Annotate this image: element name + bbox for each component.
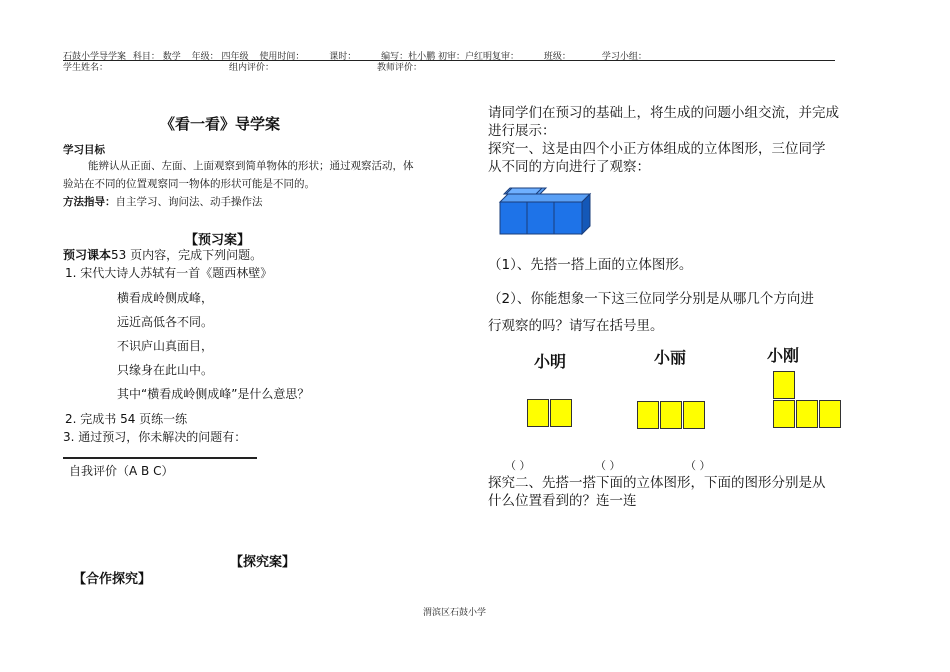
blank-xiaoming[interactable]: （ ） [505, 459, 531, 472]
poem-line-3: 不识庐山真面目， [117, 339, 214, 353]
method [63, 193, 263, 211]
explore1-line-1: 探究一、这是由四个小正方体组成的立体图形，三位同学 [488, 141, 826, 157]
goal-line-2: 验站在不同的位置观察同一物体的形状可能是不同的。 [63, 178, 315, 190]
intro-line-2: 进行展示： [488, 123, 556, 139]
blank-xiaogang[interactable]: （ ） [685, 459, 711, 472]
method-label: 方法指导： [63, 196, 116, 208]
view-xiaogang-square [819, 400, 841, 428]
step-2-line-1: （2）、你能想象一下这三位同学分别是从哪几个方向进 [488, 291, 814, 307]
poem-line-1: 横看成岭侧成峰， [117, 291, 214, 305]
blank-xiaoli[interactable]: （ ） [595, 459, 621, 472]
view-xiaoli-square [660, 401, 682, 429]
time-used: 使用时间： [259, 52, 305, 62]
cube-figure [494, 184, 596, 236]
view-xiaogang-square [796, 400, 818, 428]
view-xiaoming-square [550, 399, 572, 427]
footer: 渭滨区石鼓小学 [423, 608, 487, 618]
poem-line-4: 只缘身在此山中。 [117, 363, 214, 377]
step-1: （1）、先搭一搭上面的立体图形。 [488, 257, 693, 273]
step-2-line-2: 行观察的吗？请写在括号里。 [488, 318, 664, 334]
preview-instruction [63, 246, 262, 263]
cube-front-3 [554, 202, 582, 234]
question-2: 2. 完成书 54 页练一练 [65, 412, 188, 426]
self-eval: 自我评价（A B C） [69, 464, 174, 478]
subject: 科目： 数学 [132, 52, 181, 62]
group-field: 学习小组： [601, 52, 647, 62]
coop-heading: 【合作探究】 [73, 572, 152, 587]
answer-line [63, 457, 257, 459]
preview-heading: 【预习案】 [185, 233, 251, 248]
question-1: 1. 宋代大诗人苏轼有一首《题西林壁》 [65, 266, 273, 280]
view-xiaoli-square [683, 401, 705, 429]
poem-line-2: 远近高低各不同。 [117, 315, 214, 329]
header-rule [63, 60, 835, 61]
name-xiaogang: 小刚 [767, 346, 800, 365]
intro-line-1: 请同学们在预习的基础上，将生成的问题小组交流，并完成 [488, 105, 839, 121]
preview-bold: 预习课本 [63, 248, 112, 262]
cube-front-2 [527, 202, 554, 234]
school-name: 石鼓小学导学案 [63, 52, 127, 62]
view-xiaoli-square [637, 401, 659, 429]
group-eval: 组内评价： [229, 63, 275, 73]
explore2-line-1: 探究二、先搭一搭下面的立体图形，下面的图形分别是从 [488, 475, 826, 491]
grade: 年级： 四年级 [191, 52, 249, 62]
goal-heading: 学习目标 [63, 144, 105, 156]
student-name: 学生姓名： [63, 63, 109, 73]
page-title: 《看一看》导学案 [160, 115, 281, 133]
editors: 编写：杜小鹏 初审：户红明复审： [381, 52, 520, 62]
teacher-eval: 教师评价： [377, 63, 423, 73]
explore2-line-2: 什么位置看到的？连一连 [488, 493, 637, 509]
view-xiaogang-square [773, 400, 795, 428]
period: 课时： [329, 52, 357, 62]
preview-text: 53 页内容，完成下列问题。 [111, 248, 263, 262]
name-xiaoming: 小明 [534, 352, 567, 371]
method-text: 自主学习、询问法、动手操作法 [115, 196, 263, 208]
poem-question: 其中“横看成岭侧成峰”是什么意思？ [117, 387, 310, 401]
view-xiaogang-square [773, 371, 795, 399]
class-field: 班级： [543, 52, 571, 62]
explore1-line-2: 从不同的方向进行了观察： [488, 159, 650, 175]
view-xiaoming-square [527, 399, 549, 427]
name-xiaoli: 小丽 [654, 348, 687, 367]
explore-heading: 【探究案】 [230, 555, 296, 570]
cube-front-1 [500, 202, 527, 234]
question-3: 3. 通过预习，你未解决的问题有： [63, 430, 247, 444]
goal-line-1: 能辨认从正面、左面、上面观察到简单物体的形状；通过观察活动，体 [88, 160, 414, 172]
